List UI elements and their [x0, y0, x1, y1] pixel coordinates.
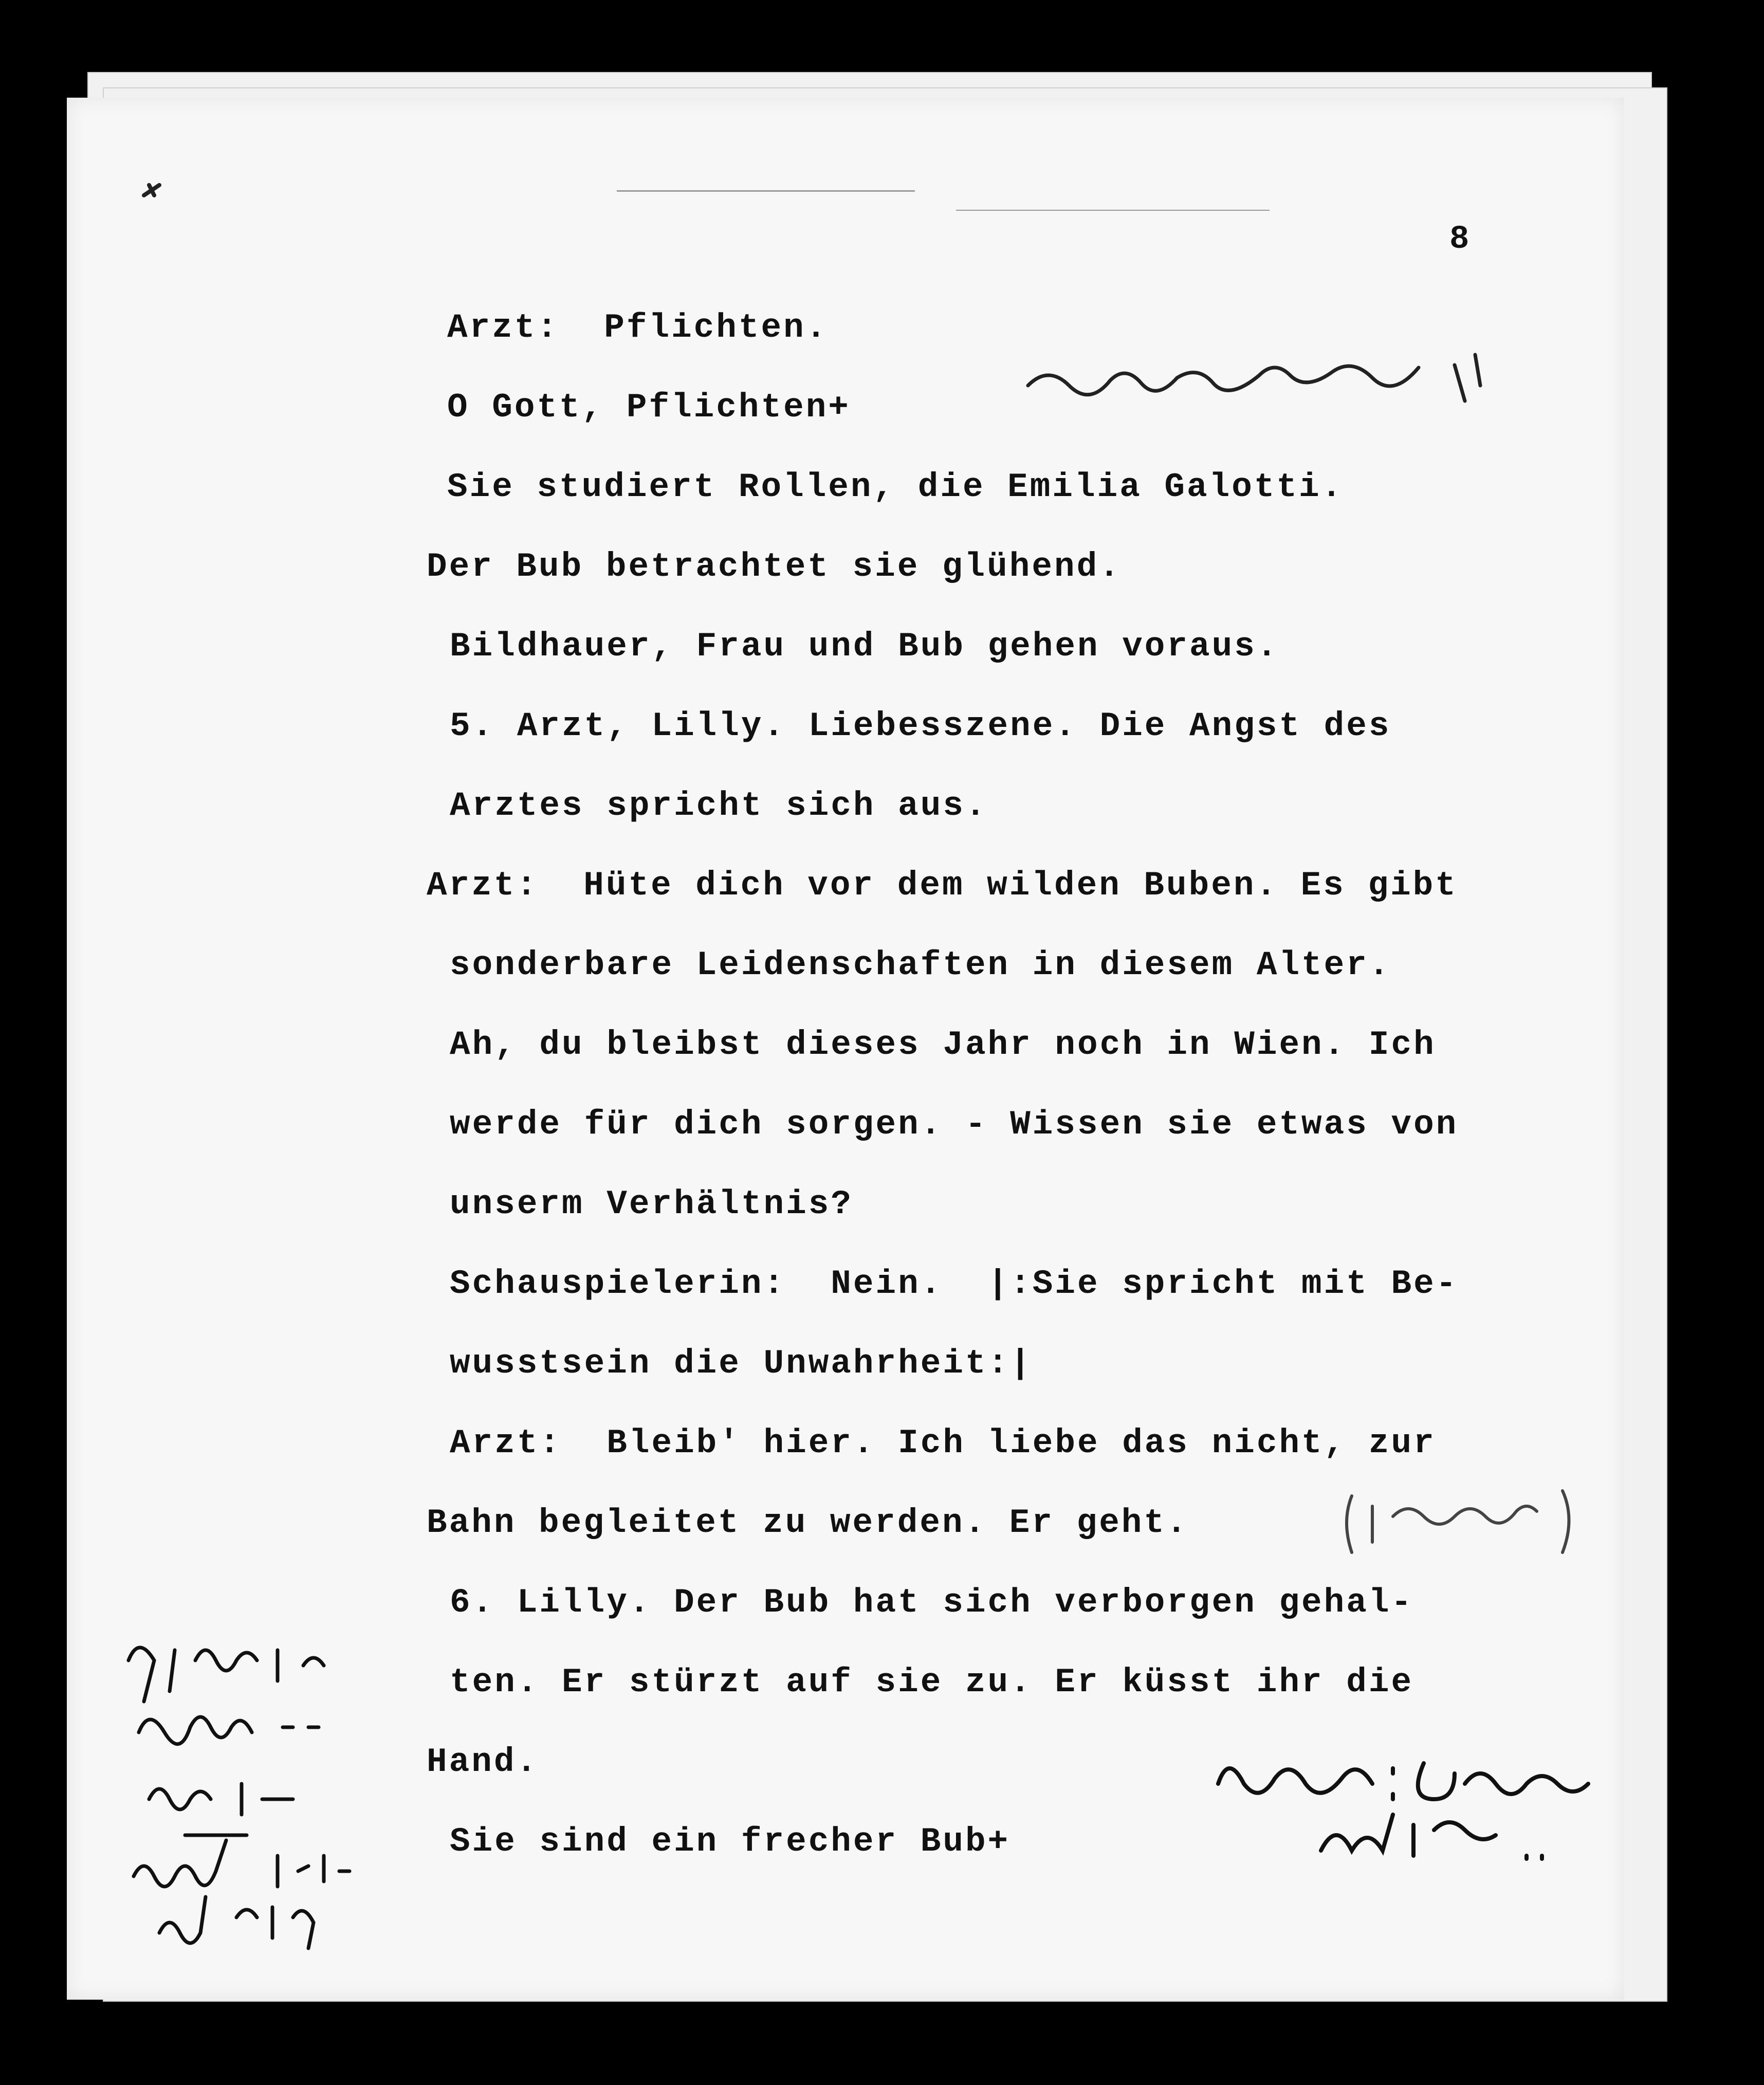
text-line: ten. Er stürzt auf sie zu. Er küsst ihr die — [450, 1663, 1414, 1702]
text-line: Sie studiert Rollen, die Emilia Galotti. — [447, 468, 1344, 506]
text-line: Arzt: Hüte dich vor dem wilden Buben. Es gibt — [427, 866, 1458, 905]
text-line: Ah, du bleibst dieses Jahr noch in Wien. Ich — [450, 1026, 1436, 1064]
top-rule — [617, 190, 915, 192]
text-line: Arzt: Bleib' hier. Ich liebe das nicht, zur — [450, 1424, 1436, 1462]
top-rule — [956, 210, 1270, 211]
handwritten-note-bracket — [1336, 1486, 1583, 1558]
text-line: Hand. — [427, 1743, 539, 1781]
text-line: Schauspielerin: Nein. |:Sie spricht mit Be- — [450, 1265, 1459, 1303]
handwritten-note-left-margin — [118, 1630, 437, 1948]
text-line: Der Bub betrachtet sie glühend. — [427, 547, 1122, 586]
page-number: 8 — [1449, 221, 1469, 258]
handwritten-note-top-right — [1023, 334, 1485, 406]
text-line: 6. Lilly. Der Bub hat sich verborgen gehal- — [450, 1583, 1414, 1622]
text-line: sonderbare Leidenschaften in diesem Alter. — [450, 946, 1391, 984]
text-line: 5. Arzt, Lilly. Liebesszene. Die Angst des — [450, 707, 1391, 745]
text-line: Bahn begleitet zu werden. Er geht. — [427, 1504, 1189, 1542]
text-line: wusstsein die Unwahrheit:| — [450, 1344, 1033, 1383]
text-line: werde für dich sorgen. - Wissen sie etwas von — [450, 1105, 1459, 1144]
text-line: O Gott, Pflichten+ — [447, 388, 851, 427]
text-line: Arztes spricht sich aus. — [450, 787, 988, 825]
text-line: Bildhauer, Frau und Bub gehen voraus. — [450, 627, 1279, 666]
text-line: unserm Verhältnis? — [450, 1185, 853, 1223]
text-line: Sie sind ein frecher Bub+ — [450, 1822, 1010, 1861]
handwritten-note-bottom-right — [1208, 1732, 1609, 1876]
text-line: Arzt: Pflichten. — [447, 308, 829, 347]
stray-mark — [139, 175, 170, 206]
bottom-edge-strip — [617, 2010, 633, 2036]
typed-page — [67, 98, 1624, 2000]
